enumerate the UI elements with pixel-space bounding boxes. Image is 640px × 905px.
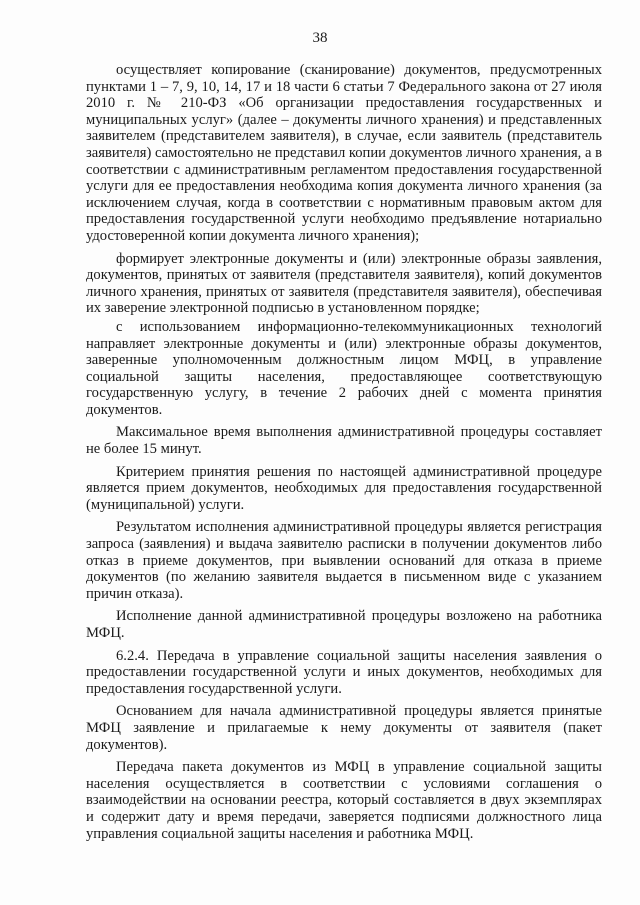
document-body xyxy=(86,62,602,848)
paragraph-transfer-package: Передача пакета документов из МФЦ в управление социальной защиты населения осуществляется в соответствии с условиями соглашения о взаимодействии на основании реестра, который составляется в двух экземплярах и содержит дату и время передачи, заверяется подписями должностного лица управления социальной защиты населения и работника МФЦ. xyxy=(86,759,602,842)
page-number: 38 xyxy=(312,30,328,46)
paragraph-max-time: Максимальное время выполнения административной процедуры составляет не более 15 минут. xyxy=(86,424,602,458)
paragraph-sends-documents: с использованием информационно-телекоммуникационных технологий направляет электронные документы и (или) электронные образы документов, заверенные уполномоченным должностным лицом МФЦ, в управление социальной защиты населения, предоставляющее соответствующую государственную услугу, в течение 2 рабочих дней с момента принятия документов. xyxy=(86,318,602,418)
paragraph-executor: Исполнение данной административной процедуры возложено на работника МФЦ. xyxy=(86,608,602,641)
paragraph-criterion: Критерием принятия решения по настоящей административной процедуре является прием документов, необходимых для предоставления государственной (муниципальной) услуги. xyxy=(86,463,602,513)
paragraph-result: Результатом исполнения административной процедуры является регистрация запроса (заявления) и выдача заявителю расписки в получении документов либо отказ в приеме документов, при выявлении оснований для отказа в приеме документов (по желанию заявителя выдается в письменном виде с указанием причин отказа). xyxy=(86,519,602,602)
paragraph-forms-electronic-documents: формирует электронные документы и (или) электронные образы заявления, документов, принятых от заявителя (представителя заявителя), копий документов личного хранения, принятых от заявителя (представителя заявителя), обеспечивая их заверение электронной подписью в установленном порядке; xyxy=(86,250,602,317)
section-heading-6-2-4: 6.2.4. Передача в управление социальной защиты населения заявления о предоставлении государственной услуги и иных документов, необходимых для предоставления государственной услуги. xyxy=(86,647,602,697)
paragraph-copying-documents: осуществляет копирование (сканирование) документов, предусмотренных пунктами 1 – 7, 9, 10, 14, 17 и 18 части 6 статьи 7 Федерального закона от 27 июля 2010 г. № 210-ФЗ «Об организации предоставления государственных и муниципальных услуг» (далее – документы личного хранения) и представленных заявителем (представителем заявителя), в случае, если заявитель (представитель заявителя) самостоятельно не представил копии документов личного хранения, а в соответствии с административным регламентом предоставления государственной услуги для ее предоставления необходима копия документа личного хранения (за исключением случая, когда в соответствии с нормативным правовым актом для предоставления государственной услуги необходимо предъявление нотариально удостоверенной копии документа личного хранения); xyxy=(86,62,602,244)
paragraph-basis: Основанием для начала административной процедуры является принятые МФЦ заявление и прилагаемые к нему документы от заявителя (пакет документов). xyxy=(86,703,602,753)
